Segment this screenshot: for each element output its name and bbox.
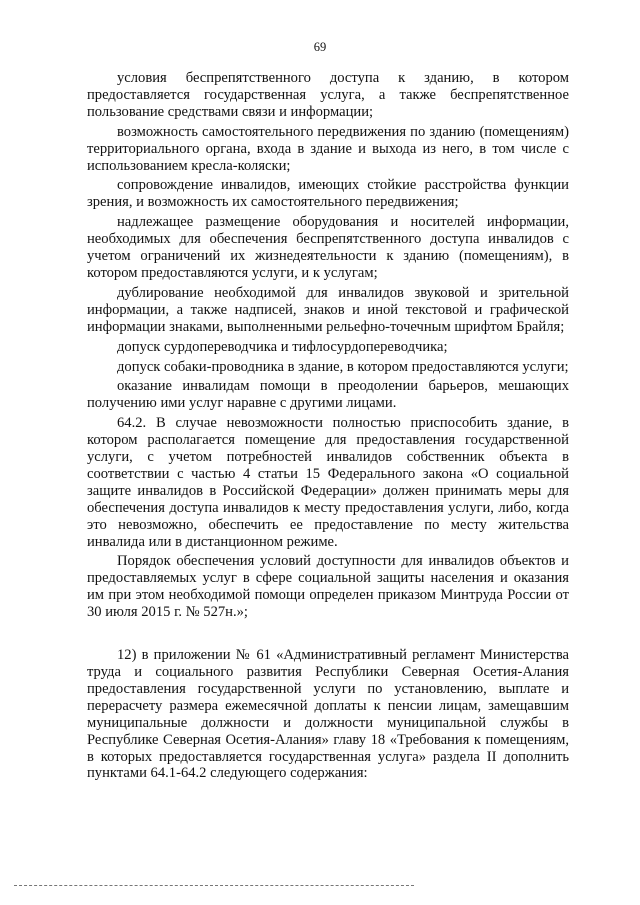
paragraph-procedure: Порядок обеспечения условий доступности для инвалидов объектов и предоставляемых услуг в сфере социальной защиты населения и оказания им при этом необходимой помощи определен приказом Минтруда России от 30 июля 2015 г. № 527н.»;	[87, 553, 569, 621]
section-gap	[87, 621, 569, 647]
paragraph-equipment-placement: надлежащее размещение оборудования и носителей информации, необходимых для обеспечения беспрепятственного доступа инвалидов с учетом ограничений их жизнедеятельности к зданию (помещениям), в котором предоставляются услуги, и к услугам;	[87, 214, 569, 281]
paragraph-assistance: оказание инвалидам помощи в преодолении барьеров, мешающих получению ими услуг наравне с другими лицами.	[87, 378, 569, 412]
paragraph-interpreter: допуск сурдопереводчика и тифлосурдопереводчика;	[117, 338, 448, 355]
paragraph-duplication: дублирование необходимой для инвалидов звуковой и зрительной информации, а также надписей, знаков и иной текстовой и графической информации знаками, выполненными рельефно-точечным шрифтом Брайля;	[87, 284, 569, 335]
paragraph-64-2: 64.2. В случае невозможности полностью приспособить здание, в котором располагается помещение для предоставления государственной услуги, с учетом потребностей инвалидов собственник объекта в соответствии с частью 4 статьи 15 Федерального закона «О социальной защите инвалидов в Российской Федерации» должен принимать меры для обеспечения доступа инвалидов к месту предоставления услуги, либо, когда это невозможно, обеспечить ее предоставление по месту жительства инвалида или в дистанционном режиме.	[87, 415, 569, 550]
paragraph-escort: сопровождение инвалидов, имеющих стойкие расстройства функции зрения, и возможность их самостоятельного передвижения;	[87, 177, 569, 211]
paragraph-independent-movement: возможность самостоятельного передвижения по зданию (помещениям) территориального органа, входа в здание и выхода из него, в том числе с использованием кресла-коляски;	[87, 123, 569, 174]
document-body	[87, 70, 569, 782]
bottom-rule	[14, 885, 414, 886]
page-number: 69	[313, 40, 327, 54]
paragraph-item-12: 12) в приложении № 61 «Административный регламент Министерства труда и социального развития Республики Северная Осетия-Алания предоставления государственной услуги по установлению, выплате и перерасчету размера ежемесячной доплаты к пенсии лицам, замещавшим муниципальные должности и должности муниципальной службы в Республике Северная Осетия-Алания» главу 18 «Требования к помещениям, в которых предоставляется государственная услуга» раздела II дополнить пунктами 64.1-64.2 следующего содержания:	[87, 647, 569, 782]
paragraph-guide-dog: допуск собаки-проводника в здание, в котором предоставляются услуги;	[117, 358, 569, 375]
paragraph-access-conditions: условия беспрепятственного доступа к зданию, в котором предоставляется государственная услуга, а также беспрепятственное пользование средствами связи и информации;	[87, 70, 569, 120]
